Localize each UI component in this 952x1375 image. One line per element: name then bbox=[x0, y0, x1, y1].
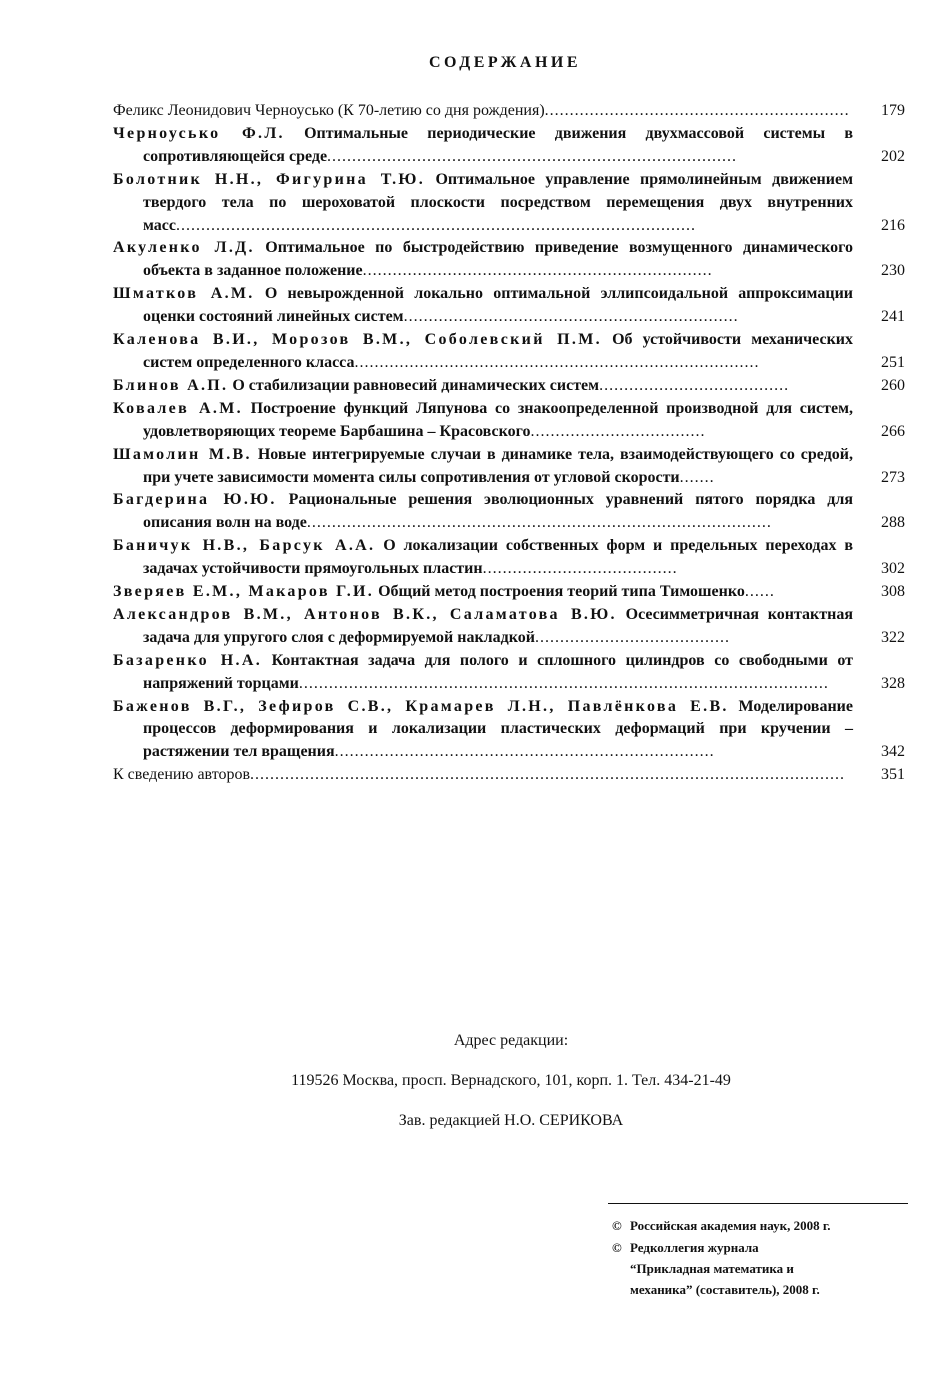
copyright-icon: © bbox=[612, 1218, 622, 1233]
toc-entry[interactable]: Ковалев А.М. Построение функций Ляпунова со знакоопределенной производной для систем, удовлетворяющих теореме Барбашина – Красовского................................... 266 bbox=[113, 398, 905, 444]
copyright-line: механика” (составитель), 2008 г. bbox=[630, 1282, 820, 1297]
entry-page: 216 bbox=[881, 216, 905, 234]
toc-entry[interactable]: Баженов В.Г., Зефиров С.В., Крамарев Л.Н., Павлёнкова Е.В. Моделирование процессов деформирования и локализации пластических деформаций при кручении – растяжении тел вращения............................................................................ 342 bbox=[113, 696, 905, 765]
entry-title: Моделирование процессов деформирования и локализации пластических деформаций при кручении – растяжении тел вращения bbox=[143, 697, 853, 761]
address-line: 119526 Москва, просп. Вернадского, 101, корп. 1. Тел. 434-21-49 bbox=[291, 1072, 731, 1089]
entry-authors: Акуленко Л.Д. bbox=[113, 239, 255, 257]
table-of-contents bbox=[113, 100, 905, 787]
entry-page: 251 bbox=[881, 353, 905, 371]
entry-page: 342 bbox=[881, 743, 905, 761]
entry-title: Построение функций Ляпунова со знакоопределенной производной для систем, удовлетворяющих теореме Барбашина – Красовского bbox=[143, 399, 854, 440]
entry-page: 302 bbox=[881, 560, 905, 578]
entry-title: Новые интегрируемые случаи в динамике тела, взаимодействующего со средой, при учете зависимости момента силы сопротивления от угловой скорости bbox=[143, 445, 853, 486]
entry-page: 179 bbox=[881, 102, 905, 119]
entry-page: 202 bbox=[881, 147, 905, 165]
toc-entry[interactable]: К сведению авторов....................................................................................................................... 351 bbox=[113, 764, 905, 787]
address-title: Адрес редакции: bbox=[453, 1032, 569, 1049]
entry-authors: Багдерина Ю.Ю. bbox=[113, 491, 277, 509]
toc-entry[interactable]: Блинов А.П. О стабилизации равновесий динамических систем...................................... 260 bbox=[113, 375, 905, 398]
toc-entry[interactable]: Феликс Леонидович Черноусько (К 70-летию со дня рождения)............................................................. 179 bbox=[113, 100, 905, 123]
entry-authors: Александров В.М., Антонов В.К., Саламатова В.Ю. bbox=[113, 605, 617, 623]
entry-title: Оптимальное управление прямолинейным движением твердого тела по шероховатой плоскости посредством перемещения двух внутренних масс bbox=[143, 170, 853, 234]
entry-page: 241 bbox=[881, 308, 905, 326]
entry-title: Общий метод построения теорий типа Тимошенко bbox=[374, 583, 745, 601]
entry-authors: Каленова В.И., Морозов В.М., Соболевский П.М. bbox=[113, 331, 602, 349]
entry-authors: Базаренко Н.А. bbox=[113, 651, 262, 669]
entry-page: 328 bbox=[881, 674, 905, 692]
entry-page: 230 bbox=[881, 262, 905, 280]
page-title: СОДЕРЖАНИЕ bbox=[428, 54, 582, 71]
entry-title: Об устойчивости механических систем определенного класса bbox=[143, 331, 854, 371]
editor-line: Зав. редакцией Н.О. СЕРИКОВА bbox=[398, 1112, 624, 1129]
entry-authors: Шамолин М.В. bbox=[113, 445, 252, 463]
toc-entry[interactable]: Багдерина Ю.Ю. Рациональные решения эволюционных уравнений пятого порядка для описания волн на воде............................................................................................. 288 bbox=[113, 489, 905, 535]
entry-page: 322 bbox=[881, 628, 905, 646]
entry-authors: Шматков А.М. bbox=[113, 285, 255, 303]
copyright-line: © Российская академия наук, 2008 г. bbox=[612, 1216, 831, 1236]
entry-authors: Баничук Н.В., Барсук А.А. bbox=[113, 537, 376, 555]
entry-authors: Ковалев А.М. bbox=[113, 399, 243, 417]
entry-title: К сведению авторов bbox=[113, 766, 251, 784]
toc-entry[interactable]: Шамолин М.В. Новые интегрируемые случаи в динамике тела, взаимодействующего со средой, при учете зависимости момента силы сопротивления от угловой скорости....... 273 bbox=[113, 444, 905, 490]
entry-title: Оптимальное по быстродействию приведение возмущенного динамического объекта в заданное положение bbox=[143, 239, 853, 280]
entry-title: Рациональные решения эволюционных уравнений пятого порядка для описания волн на воде bbox=[143, 491, 853, 532]
entry-title: Феликс Леонидович Черноусько (К 70-летию со дня рождения) bbox=[113, 102, 545, 119]
toc-entry[interactable]: Баничук Н.В., Барсук А.А. О локализации собственных форм и предельных переходах в задачах устойчивости прямоугольных пластин....................................... 302 bbox=[113, 535, 905, 581]
entry-title: Оптимальные периодические движения двухмассовой системы в сопротивляющейся среде bbox=[143, 124, 853, 165]
toc-entry[interactable]: Александров В.М., Антонов В.К., Саламатова В.Ю. Осесимметричная контактная задача для упругого слоя с деформируемой накладкой....................................... 322 bbox=[113, 604, 905, 650]
toc-entry[interactable]: Черноусько Ф.Л. Оптимальные периодические движения двухмассовой системы в сопротивляющейся среде.................................................................................. 202 bbox=[113, 123, 905, 169]
entry-title: О локализации собственных форм и предельных переходах в задачах устойчивости прямоугольных пластин bbox=[143, 537, 853, 578]
toc-entry[interactable]: Зверяев Е.М., Макаров Г.И. Общий метод построения теорий типа Тимошенко...... 308 bbox=[113, 581, 905, 604]
copyright-icon: © bbox=[612, 1240, 622, 1255]
entry-authors: Блинов А.П. bbox=[113, 376, 229, 394]
toc-entry[interactable]: Каленова В.И., Морозов В.М., Соболевский П.М. Об устойчивости механических систем определенного класса................................................................................. 251 bbox=[113, 329, 905, 375]
toc-entry[interactable]: Болотник Н.Н., Фигурина Т.Ю. Оптимальное управление прямолинейным движением твердого тела по шероховатой плоскости посредством перемещения двух внутренних масс........................................................................................................ 216 bbox=[113, 169, 905, 238]
entry-authors: Черноусько Ф.Л. bbox=[113, 124, 285, 142]
entry-title: О невырожденной локально оптимальной эллипсоидальной аппроксимации оценки состояний линейных систем bbox=[143, 285, 854, 326]
entry-page: 260 bbox=[881, 376, 905, 394]
toc-entry[interactable]: Шматков А.М. О невырожденной локально оптимальной эллипсоидальной аппроксимации оценки состояний линейных систем................................................................... 241 bbox=[113, 283, 905, 329]
entry-title: Осесимметричная контактная задача для упругого слоя с деформируемой накладкой bbox=[143, 605, 853, 646]
entry-page: 308 bbox=[881, 583, 905, 601]
toc-entry[interactable]: Базаренко Н.А. Контактная задача для полого и сплошного цилиндров со свободными от напряжений торцами.......................................................................................................... 328 bbox=[113, 650, 905, 696]
divider bbox=[608, 1203, 908, 1204]
entry-title: Контактная задача для полого и сплошного цилиндров со свободными от напряжений торцами bbox=[143, 651, 853, 692]
entry-title: О стабилизации равновесий динамических систем bbox=[228, 376, 600, 394]
entry-authors: Болотник Н.Н., Фигурина Т.Ю. bbox=[113, 170, 426, 188]
entry-page: 266 bbox=[881, 422, 905, 440]
entry-page: 351 bbox=[881, 766, 905, 784]
entry-page: 288 bbox=[881, 514, 905, 532]
entry-authors: Зверяев Е.М., Макаров Г.И. bbox=[113, 583, 375, 601]
copyright-line: “Прикладная математика и bbox=[630, 1261, 794, 1276]
toc-entry[interactable]: Акуленко Л.Д. Оптимальное по быстродействию приведение возмущенного динамического объекта в заданное положение...................................................................... 230 bbox=[113, 237, 905, 283]
copyright-line: © Редколлегия журнала bbox=[612, 1238, 759, 1258]
entry-page: 273 bbox=[881, 468, 905, 486]
entry-authors: Баженов В.Г., Зефиров С.В., Крамарев Л.Н., Павлёнкова Е.В. bbox=[113, 697, 729, 715]
